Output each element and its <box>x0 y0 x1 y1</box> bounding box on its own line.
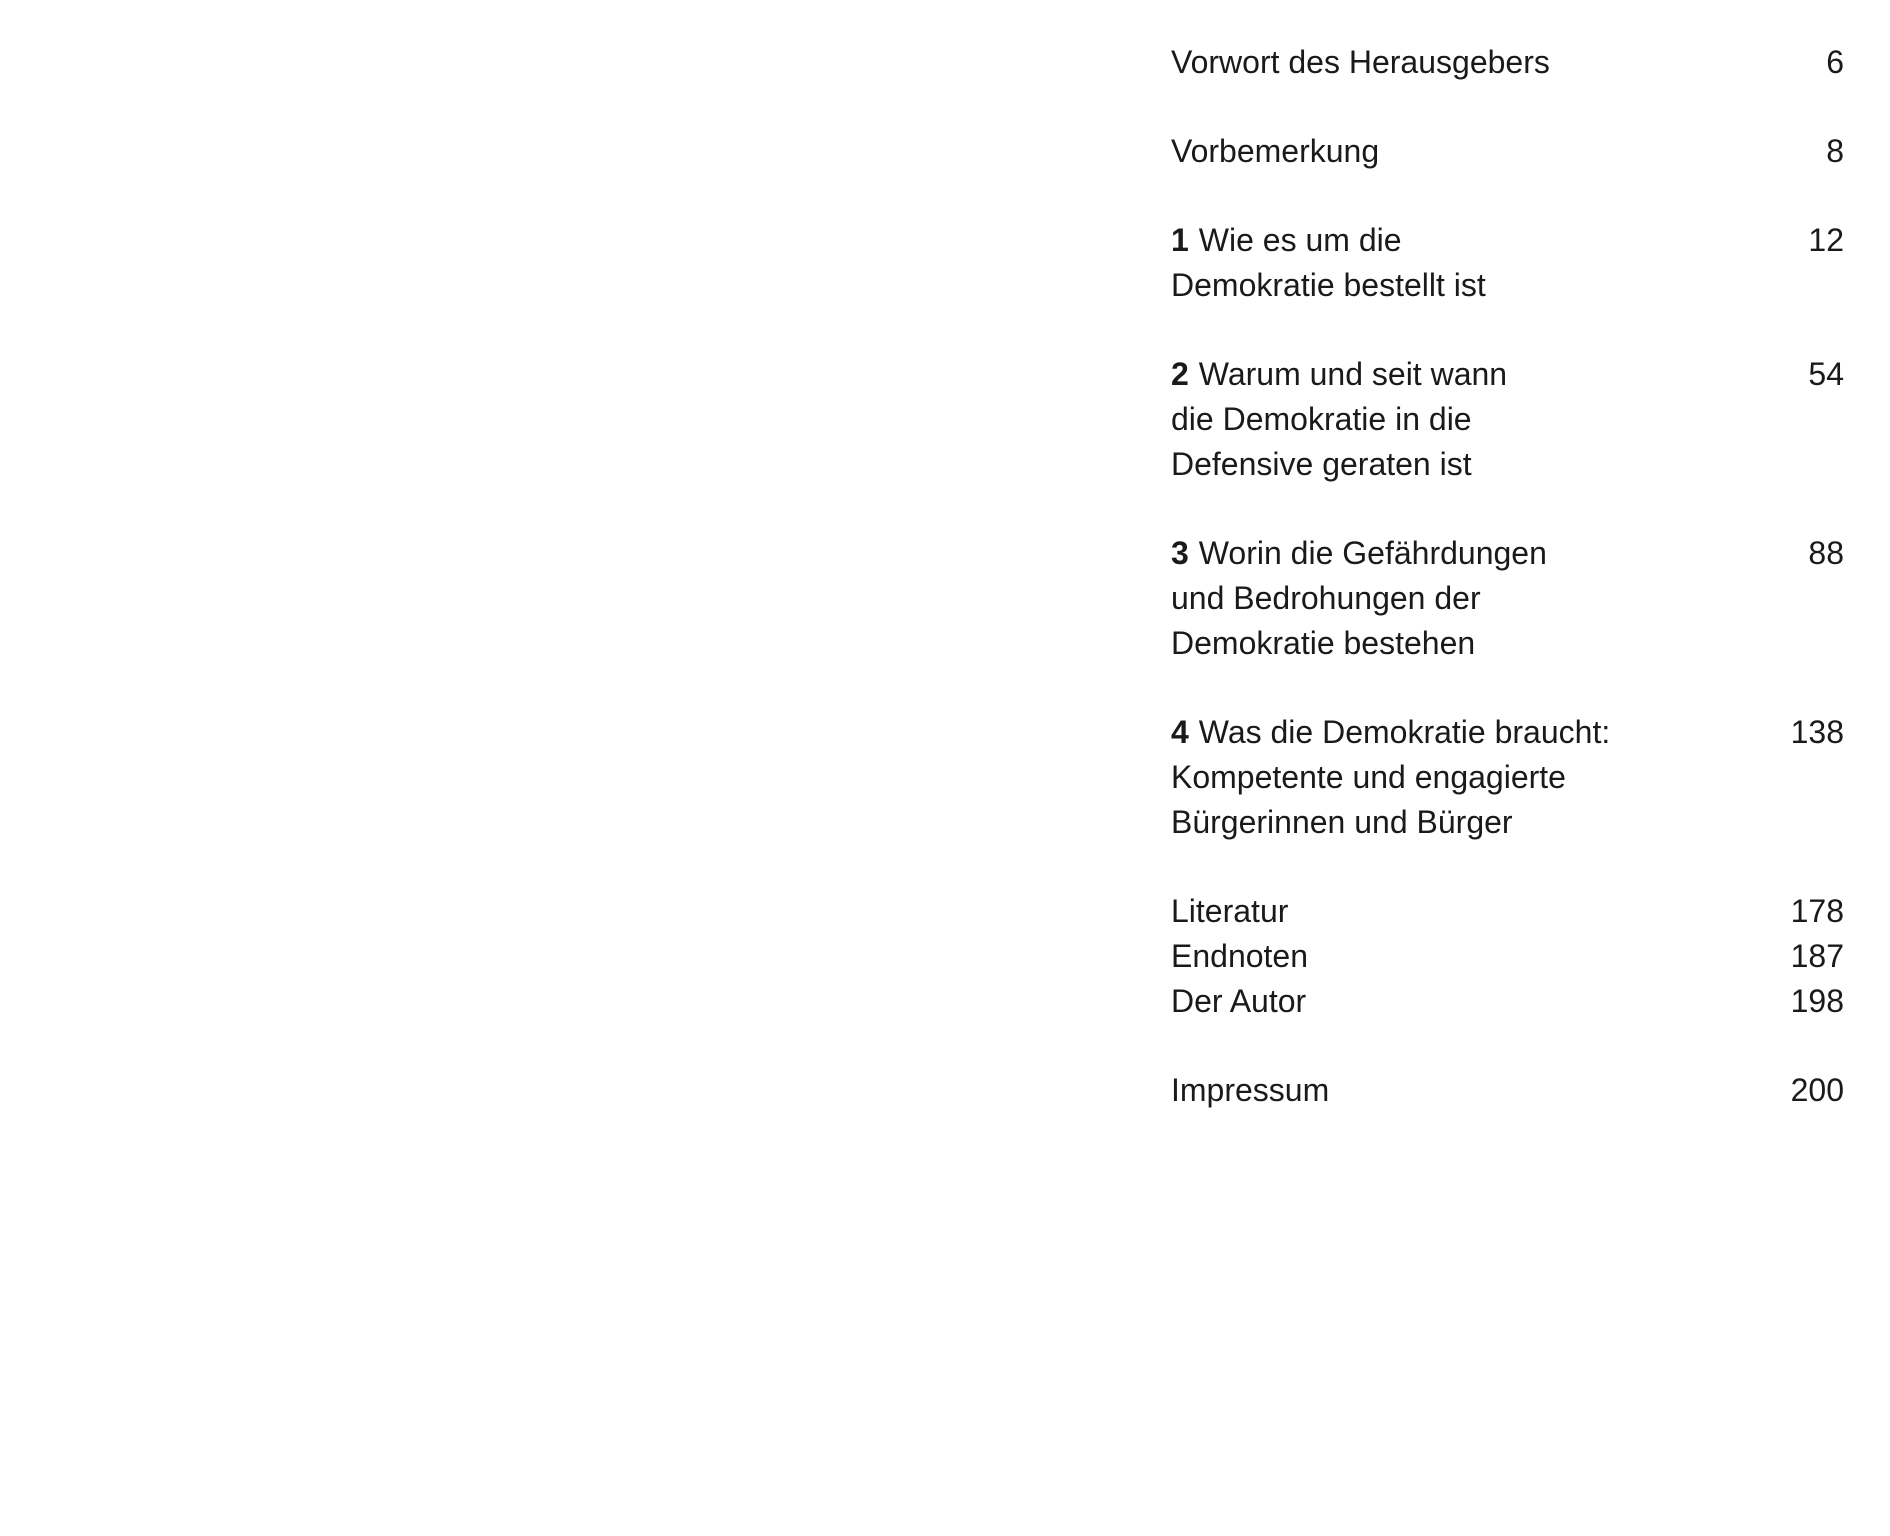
toc-entry-page: 138 <box>1790 714 1844 750</box>
toc-entry-der-autor[interactable] <box>1171 979 1844 1024</box>
chapter-title: Was die Demokratie braucht: Kompetente und engagierte Bürgerinnen und Bürger <box>1171 714 1611 840</box>
chapter-title: Warum und seit wann die Demokratie in die Defensive geraten ist <box>1171 356 1508 482</box>
table-of-contents <box>1171 40 1844 1113</box>
toc-entry-page: 187 <box>1790 938 1844 974</box>
toc-entry-chapter-4[interactable] <box>1171 710 1844 845</box>
toc-entry-title: Endnoten <box>1171 938 1309 974</box>
toc-entry-title: Impressum <box>1171 1072 1330 1108</box>
toc-entry-title: Vorwort des Herausgebers <box>1171 44 1550 80</box>
toc-entry-impressum[interactable] <box>1171 1068 1844 1113</box>
chapter-number: 2 <box>1171 356 1189 392</box>
toc-entry-chapter-3[interactable] <box>1171 531 1844 666</box>
toc-entry-title <box>1171 352 1507 487</box>
toc-entry-vorbemerkung[interactable] <box>1171 129 1844 174</box>
chapter-title: Wie es um die Demokratie bestellt ist <box>1171 222 1486 303</box>
toc-entry-chapter-1[interactable] <box>1171 218 1844 308</box>
toc-entry-title <box>1171 710 1610 845</box>
toc-entry-endnoten[interactable] <box>1171 934 1844 979</box>
toc-entry-page: 178 <box>1790 893 1844 929</box>
toc-entry-page: 198 <box>1790 983 1844 1019</box>
toc-entry-page: 200 <box>1790 1072 1844 1108</box>
chapter-number: 4 <box>1171 714 1189 750</box>
chapter-number: 3 <box>1171 535 1189 571</box>
toc-entry-title <box>1171 531 1547 666</box>
toc-entry-vorwort[interactable] <box>1171 40 1844 85</box>
toc-entry-title: Literatur <box>1171 893 1289 929</box>
toc-entry-page: 88 <box>1808 535 1844 571</box>
toc-entry-chapter-2[interactable] <box>1171 352 1844 487</box>
toc-entry-title: Vorbemerkung <box>1171 133 1380 169</box>
chapter-title: Worin die Gefährdungen und Bedrohungen der Demokratie bestehen <box>1171 535 1547 661</box>
toc-entry-literatur[interactable] <box>1171 889 1844 934</box>
toc-entry-page: 6 <box>1826 44 1844 80</box>
toc-entry-page: 12 <box>1808 222 1844 258</box>
toc-entry-title: Der Autor <box>1171 983 1307 1019</box>
toc-entry-page: 8 <box>1826 133 1844 169</box>
chapter-number: 1 <box>1171 222 1189 258</box>
toc-entry-page: 54 <box>1808 356 1844 392</box>
toc-entry-title <box>1171 218 1486 308</box>
